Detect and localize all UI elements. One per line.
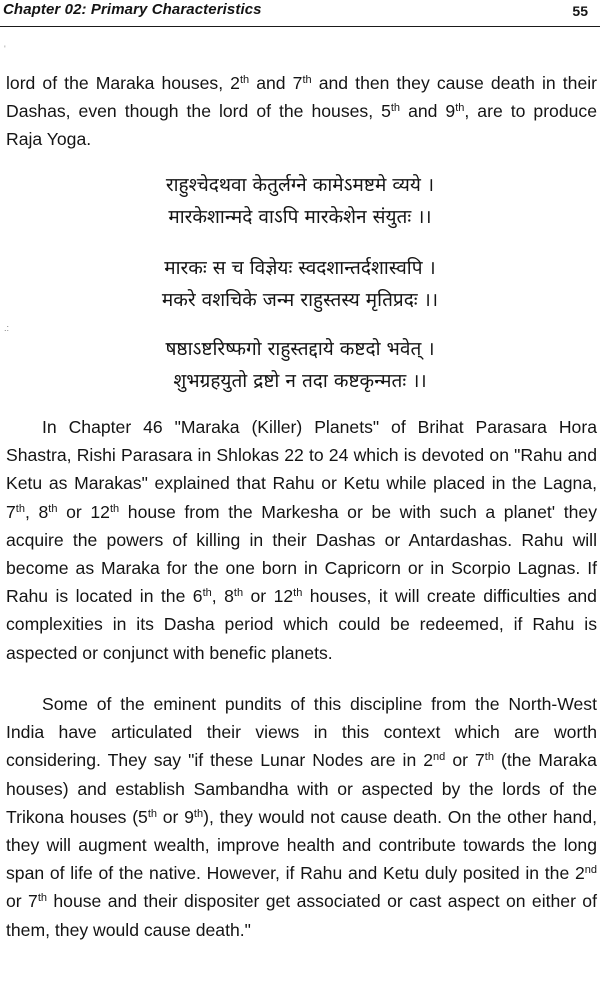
scan-speck: .: (4, 323, 10, 333)
scan-speck: ' (4, 44, 6, 54)
page-number: 55 (572, 3, 588, 19)
paragraph-brihat-parasara (6, 413, 597, 667)
verse-line: मारकः स च विज्ञेयः स्वदशान्तर्दशास्वपि । (164, 257, 436, 279)
sanskrit-verse-2 (0, 252, 600, 316)
verse-line: राहुश्चेदथवा केतुर्लग्ने कामेऽमष्टमे व्यये । (165, 174, 435, 196)
paragraph-continuation (6, 69, 597, 154)
paragraph-text: Some of the eminent pundits of this discipline from the North-West India have articulated their views in this context which are worth considering. They say "if these Lunar Nodes are in 2nd or 7th (the Maraka houses) and establish Sambandha with or aspected by the lords of the Trikona houses (5th or 9th), they would not cause death. On the other hand, they will augment wealth, improve health and contribute towards the long span of life of the native. However, if Rahu and Ketu duly posited in the 2nd or 7th house and their dispositer get associated or cast aspect on either of them, they would cause death." (6, 694, 597, 940)
verse-line: मारकेशान्मदे वाऽपि मारकेशेन संयुतः ।। (168, 206, 432, 228)
verse-line: षष्ठाऽष्टरिष्फगो राहुस्तद्दाये कष्टदो भवेत् । (165, 338, 435, 360)
paragraph-eminent-pundits (6, 690, 597, 944)
sanskrit-verse-3 (0, 333, 600, 397)
verse-line: शुभग्रहयुतो द्रष्टो न तदा कष्टकृन्मतः ।। (173, 370, 427, 392)
verse-line: मकरे वशचिके जन्म राहुस्तस्य मृतिप्रदः ।। (161, 289, 439, 311)
sanskrit-verse-1 (0, 169, 600, 233)
running-header (0, 0, 600, 27)
paragraph-text: In Chapter 46 "Maraka (Killer) Planets" of Brihat Parasara Hora Shastra, Rishi Parasara in Shlokas 22 to 24 which is devoted on "Rahu and Ketu as Marakas" explained that Rahu or Ketu while placed in the Lagna, 7th, 8th or 12th house from the Markesha or be with such a planet' they acquire the powers of killing in their Dashas or Antardashas. Rahu will become as Maraka for the one born in Capricorn or in Scorpio Lagnas. If Rahu is located in the 6th, 8th or 12th houses, it will create difficulties and complexities in its Dasha period which could be redeemed, if Rahu is aspected or conjunct with benefic planets. (6, 417, 597, 663)
chapter-title: Chapter 02: Primary Characteristics (3, 1, 262, 18)
paragraph-text: lord of the Maraka houses, 2th and 7th and then they cause death in their Dashas, even though the lord of the houses, 5th and 9th, are to produce Raja Yoga. (6, 73, 597, 150)
